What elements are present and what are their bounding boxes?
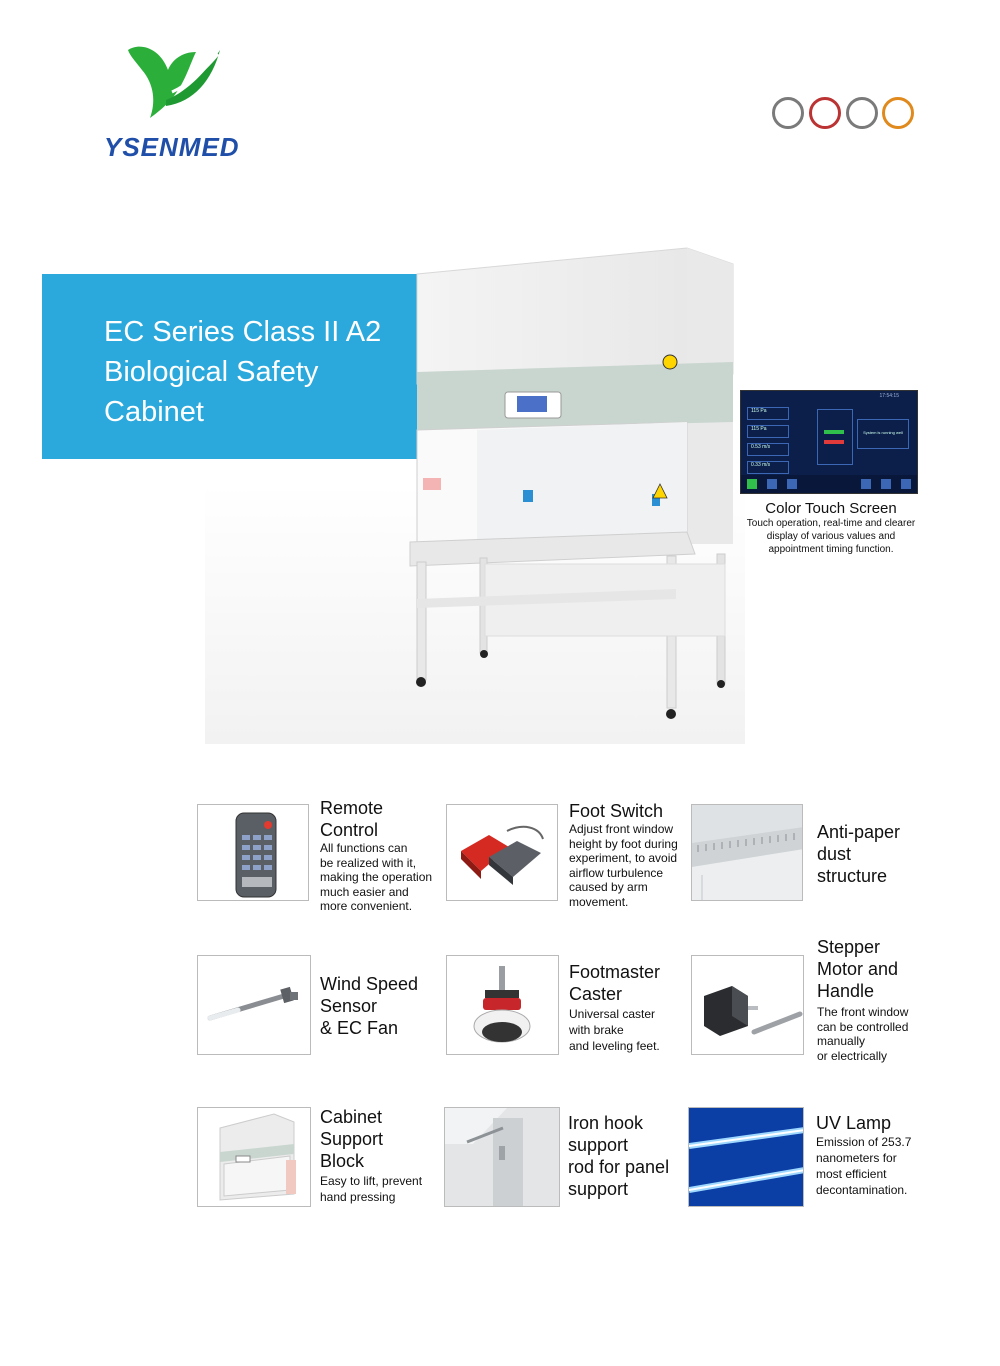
feature-title-line: dust [817,844,852,864]
feature-title-line: Footmaster [569,962,661,982]
feature-desc-line: Easy to lift, prevent [320,1174,423,1188]
screen-row: 115 Pa [747,407,789,420]
feature-desc-line: experiment, to avoid [569,851,678,865]
screen-time: 17:54:15 [879,393,899,399]
remote-control-image [197,804,309,901]
feature-title-line: Motor and [817,959,899,979]
feature-title-line: Support [320,1129,384,1149]
feature-desc-line: nanometers for [816,1151,897,1165]
screen-button-icon [767,479,777,489]
brand-logo [100,40,260,165]
feature-title-line: UV Lamp [816,1113,892,1133]
screen-status: System is running well [857,419,909,449]
feature-title [568,1112,669,1200]
feature-title-line: structure [817,866,888,886]
feature-desc-line: The front window [817,1005,909,1019]
feature-desc-line: All functions can [320,841,408,855]
dust-grille-icon [692,805,803,901]
feature-title-line: Foot Switch [569,801,664,821]
feature-description [569,1006,660,1054]
biosafety-cabinet-image [205,244,745,744]
screen-button-icon [881,479,891,489]
feature-description [320,841,432,914]
feature-desc-line: manually [817,1034,866,1048]
feature-description [817,1005,908,1063]
cabinet-diagram-icon [817,409,853,465]
feature-title [320,973,418,1039]
feature-desc-line: height by foot during [569,836,678,851]
feature-title-line: Block [320,1151,365,1171]
feature-desc-line: making the operation [320,870,433,884]
feature-title [320,1106,383,1172]
feature-title-line: Stepper [817,937,881,957]
stepper-motor-image [691,955,804,1055]
screen-button-icon [901,479,911,489]
feature-desc-line: and leveling feet. [569,1039,660,1053]
touch-screen-title: Color Touch Screen [765,500,897,517]
iso-9001-seal-icon [772,97,804,129]
feature-title-line: & EC Fan [320,1018,399,1038]
feature-title-line: Wind Speed [320,974,419,994]
footmaster-caster-image [446,955,559,1055]
feature-title-line: support [568,1179,629,1199]
screen-button-icon [861,479,871,489]
feature-desc-line: Universal caster [569,1007,656,1021]
screen-row: 0.33 m/s [747,461,789,474]
remote-control-icon [198,805,309,901]
feature-desc-line: hand pressing [320,1190,396,1204]
feature-description [816,1134,911,1198]
stepper-motor-icon [692,956,804,1055]
screen-row: 0.53 m/s [747,443,789,456]
uv-lamp-icon [689,1108,804,1207]
feature-desc-line: movement. [569,894,629,909]
touch-screen-description: Touch operation, real-time and clearer display of various values and appointment timing function. [746,518,916,555]
feature-title-line: support [568,1135,629,1155]
foot-switch-image [446,804,558,901]
caster-wheel-icon [447,956,559,1055]
feature-title-line: Anti-paper [817,822,901,842]
iso-13485-seal-icon [846,97,878,129]
uv-lamp-image [688,1107,804,1207]
feature-desc-line: be realized with it, [320,855,417,870]
foot-switch-icon [447,805,558,901]
feature-description [569,822,678,909]
screen-row: 115 Pa [747,425,789,438]
logo-wordmark: YSENMED [104,132,240,162]
feature-title-line: Control [320,820,379,840]
feature-title-line: Remote [320,798,384,818]
feature-desc-line: airflow turbulence [569,865,664,880]
feature-desc-line: much easier and [320,884,409,899]
feature-desc-line: or electrically [817,1048,888,1063]
wind-speed-sensor-image [197,955,311,1055]
touch-screen-image [740,390,918,494]
feature-desc-line: with brake [569,1023,624,1037]
sgs-seal-icon [882,97,914,129]
feature-desc-line: Emission of 253.7 [816,1135,912,1149]
leaf-heart-logo-icon [120,40,240,130]
feature-desc-line: decontamination. [816,1183,908,1197]
feature-title [817,936,898,1002]
feature-desc-line: can be controlled [817,1019,909,1034]
feature-title [816,1112,891,1134]
feature-title-line: Caster [569,984,623,1004]
feature-title [569,961,660,1005]
feature-title-line: Sensor [320,996,378,1016]
feature-title-line: Cabinet [320,1107,383,1127]
hero-title-line: Biological Safety [104,356,319,388]
feature-description [320,1173,422,1205]
cabinet-support-icon [198,1108,311,1207]
feature-title [569,800,663,822]
screen-button-icon [747,479,757,489]
screen-button-icon [787,479,797,489]
feature-title-line: Handle [817,981,875,1001]
feature-desc-line: caused by arm [569,880,648,894]
hero-title-line: Cabinet [104,396,204,428]
wind-sensor-icon [198,956,311,1055]
feature-title-line: Iron hook [568,1113,644,1133]
feature-title [320,797,383,841]
iron-hook-image [444,1107,560,1207]
support-block-image [197,1107,311,1207]
support-rod-icon [445,1108,560,1207]
feature-desc-line: most efficient [816,1167,887,1181]
feature-title [817,821,900,887]
hero-title-line: EC Series Class II A2 [104,316,382,348]
feature-desc-line: more convenient. [320,899,413,913]
iso-14001-seal-icon [809,97,841,129]
certification-badges [772,97,917,137]
anti-paper-dust-image [691,804,803,901]
feature-title-line: rod for panel [568,1157,670,1177]
feature-desc-line: Adjust front window [569,822,674,836]
